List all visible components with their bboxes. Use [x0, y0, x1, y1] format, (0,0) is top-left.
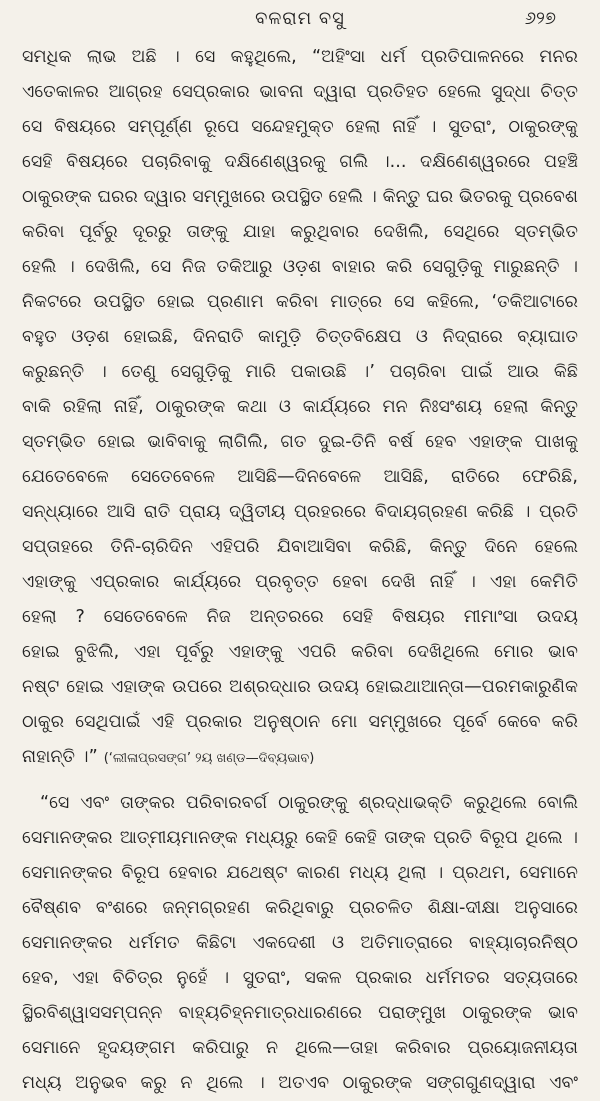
- text-line: ଠାକୁର ସେଥିପାଇଁ ଏହି ପ୍ରକାର ଅନୁଷ୍ଠାନ ମୋ ସମ୍ମୁଖରେ ପୂର୍ବେ କେବେ କରି: [22, 712, 578, 732]
- closing-text: ନାହାନ୍ତି ।”: [22, 747, 98, 767]
- text-line: ହେଲା ? ସେତେବେଳେ ନିଜ ଅନ୍ତରରେ ସେହି ବିଷୟର ମୀମାଂସା ଉଦୟ: [22, 607, 578, 627]
- text-line: “ସେ ଏବଂ ତାଙ୍କର ପରିବାରବର୍ଗ ଠାକୁରଙ୍କୁ ଶ୍ରଦ୍ଧାଭକ୍ତି କରୁଥିଲେ ବୋଲି: [40, 793, 578, 813]
- text-line: ସପ୍ତାହରେ ତିନି-ଚାରିଦିନ ଏହିପରି ଯିବାଆସିବା କରିଛି, କିନ୍ତୁ ଦିନେ ହେଲେ: [22, 537, 578, 557]
- text-line: ସେ ବିଷୟରେ ସମ୍ପୂର୍ଣ୍ଣ ରୂପେ ସନ୍ଦେହମୁକ୍ତ ହେଲା ନାହିଁ । ସୁତରାଂ, ଠାକୁରଙ୍କୁ: [22, 117, 578, 137]
- citation: (‘ଲୀଳାପ୍ରସଙ୍ଗ’ ୨ୟ ଖଣ୍ଡ—ଦିବ୍ୟଭାବ): [103, 751, 315, 766]
- text-line: ସନ୍ଧ୍ୟାରେ ଆସି ରାତି ପ୍ରାୟ ଦ୍ୱିତୀୟ ପ୍ରହରରେ ବିଦାୟଗ୍ରହଣ କରିଛି । ପ୍ରତି: [22, 502, 578, 522]
- text-line: ଯେତେବେଳେ ସେତେବେଳେ ଆସିଛି—ଦିନବେଳେ ଆସିଛି, ରାତିରେ ଫେରିଛି,: [22, 467, 578, 487]
- page-header: [22, 0, 578, 40]
- text-line: ସେମାନଙ୍କର ଆତ୍ମୀୟମାନଙ୍କ ମଧ୍ୟରୁ କେହି କେହି ତାଙ୍କ ପ୍ରତି ବିରୂପ ଥିଲେ ।: [22, 828, 578, 848]
- text-line: ନଷ୍ଟ ହୋଇ ଏହାଙ୍କ ଉପରେ ଅଶ୍ରଦ୍ଧାର ଉଦୟ ହୋଇଥାଆନ୍ତା—ପରମକାରୁଣିକ: [22, 677, 578, 697]
- text-line: ହୋଇ ବୁଝିଲି, ଏହା ପୂର୍ବରୁ ଏହାଙ୍କୁ ଏପରି କରିବା ଦେଖିଥିଲେ ମୋର ଭାବ: [22, 642, 578, 662]
- running-head: ବଳରାମ ବସୁ: [255, 8, 345, 29]
- paragraph-gap: [22, 776, 578, 786]
- text-line: ବହୁତ ଓଡ଼ଶ ହୋଇଛି, ଦିନରାତି କାମୁଡ଼ି ଚିତ୍ତବିକ୍ଷେପ ଓ ନିଦ୍ରାରେ ବ୍ୟାଘାତ: [22, 327, 578, 347]
- text-line: ସ୍ତମ୍ଭିତ ହୋଇ ଭାବିବାକୁ ଲାଗିଲି, ଗତ ଦୁଇ-ତିନି ବର୍ଷ ହେବ ଏହାଙ୍କ ପାଖକୁ: [22, 432, 578, 452]
- text-line: ଏହାଙ୍କୁ ଏପ୍ରକାର କାର୍ଯ୍ୟରେ ପ୍ରବୃତ୍ତ ହେବା ଦେଖି ନାହିଁ । ଏହା କେମିତି: [22, 572, 578, 592]
- text-line: ନିକଟରେ ଉପସ୍ଥିତ ହୋଇ ପ୍ରଣାମ କରିବା ମାତ୍ରେ ସେ କହିଲେ, ‘ତକିଆଟାରେ: [22, 292, 578, 312]
- text-line: ସମଧିକ ଲାଭ ଅଛି । ସେ କହୁଥିଲେ, “ଅହିଂସା ଧର୍ମ ପ୍ରତିପାଳନରେ ମନର: [22, 47, 578, 67]
- page-number: ୬୨୭: [524, 8, 556, 29]
- text-line: କରୁଛନ୍ତି । ତେଣୁ ସେଗୁଡ଼ିକୁ ମାରି ପକାଉଛି ।’ ପଚାରିବା ପାଇଁ ଆଉ କିଛି: [22, 362, 578, 382]
- paragraph-2: [22, 786, 578, 1101]
- text-line: ଏତେକାଳର ଆଗ୍ରହ ସେପ୍ରକାର ଭାବନା ଦ୍ୱାରା ପ୍ରତିହତ ହେଲେ ସୁଦ୍ଧା ଚିତ୍ତ: [22, 82, 578, 102]
- text-line: ସେମାନେ ହୃଦୟଙ୍ଗମ କରିପାରୁ ନ ଥିଲେ—ତାହା କରିବାର ପ୍ରୟୋଜନୀୟତା: [22, 1038, 578, 1058]
- text-line: ହେଲି । ଦେଖିଲି, ସେ ନିଜ ତକିଆରୁ ଓଡ଼ଶ ବାହାର କରି ସେଗୁଡ଼ିକୁ ମାରୁଛନ୍ତି ।: [22, 257, 578, 277]
- text-line: ଠାକୁରଙ୍କ ଘରର ଦ୍ୱାର ସମ୍ମୁଖରେ ଉପସ୍ଥିତ ହେଲି । କିନ୍ତୁ ଘର ଭିତରକୁ ପ୍ରବେଶ: [22, 187, 578, 207]
- text-line: ମଧ୍ୟ ଅନୁଭବ କରୁ ନ ଥିଲେ । ଅତଏବ ଠାକୁରଙ୍କ ସଙ୍ଗଗୁଣଦ୍ୱାରା ଏବଂ: [22, 1073, 578, 1093]
- paragraph-1: [22, 40, 578, 776]
- text-line: ସ୍ଥିରବିଶ୍ୱାସସମ୍ପନ୍ନ ବାହ୍ୟଚିହ୍ନମାତ୍ରଧାରଣରେ ପରାଙ୍ମୁଖ ଠାକୁରଙ୍କ ଭାବ: [22, 1003, 578, 1023]
- text-line: ସେମାନଙ୍କର ଧର୍ମମତ କିଛିଟା ଏକଦେଶୀ ଓ ଅତିମାତ୍ରାରେ ବାହ୍ୟାଚାରନିଷ୍ଠ: [22, 933, 578, 953]
- text-line: ବାକି ରହିଲା ନାହିଁ, ଠାକୁରଙ୍କ କଥା ଓ କାର୍ଯ୍ୟରେ ମନ ନିଃସଂଶୟ ହେଲା କିନ୍ତୁ: [22, 397, 578, 417]
- text-line: କରିବା ପୂର୍ବରୁ ଦୂରରୁ ତାଙ୍କୁ ଯାହା କରୁଥିବାର ଦେଖିଲି, ସେଥିରେ ସ୍ତମ୍ଭିତ: [22, 222, 578, 242]
- text-line: ସେମାନଙ୍କର ବିରୂପ ହେବାର ଯଥେଷ୍ଟ କାରଣ ମଧ୍ୟ ଥିଲା । ପ୍ରଥମ, ସେମାନେ: [22, 863, 578, 883]
- text-line: ହେବ, ଏହା ବିଚିତ୍ର ନୁହେଁ । ସୁତରାଂ, ସକଳ ପ୍ରକାର ଧର୍ମମତର ସତ୍ୟତାରେ: [22, 968, 578, 988]
- text-line: ସେହି ବିଷୟରେ ପଚାରିବାକୁ ଦକ୍ଷିଣେଶ୍ୱରକୁ ଗଲି ।... ଦକ୍ଷିଣେଶ୍ୱରରେ ପହଞ୍ଚି: [22, 152, 578, 172]
- text-line: ବୈଷ୍ଣବ ବଂଶରେ ଜନ୍ମଗ୍ରହଣ କରିଥିବାରୁ ପ୍ରଚଳିତ ଶିକ୍ଷା-ଦୀକ୍ଷା ଅନୁସାରେ: [22, 898, 578, 918]
- text-line-last: [22, 740, 578, 776]
